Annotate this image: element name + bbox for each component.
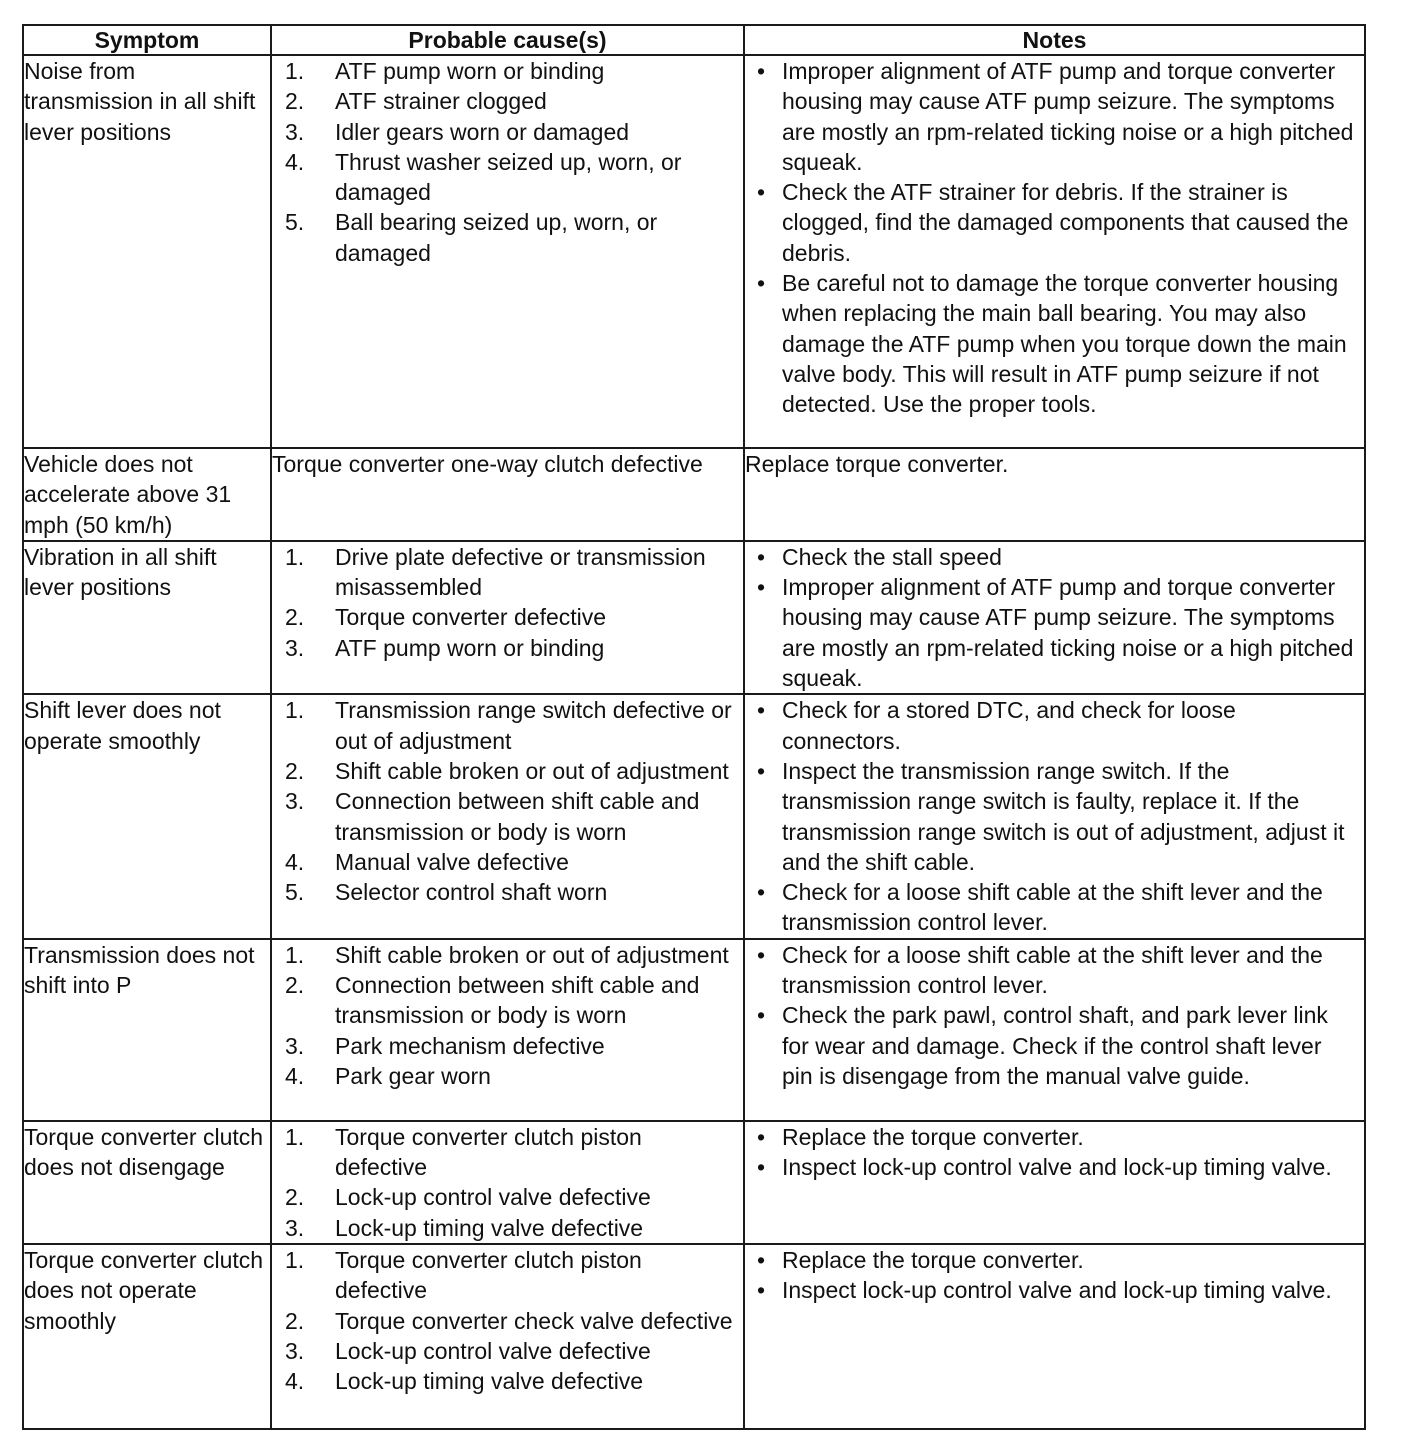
bullet-icon: •: [757, 58, 766, 84]
cause-item: [272, 1366, 737, 1396]
cause-item: [272, 940, 737, 970]
cause-number: 4.: [285, 1062, 305, 1089]
notes-cell: [744, 1244, 1365, 1429]
cause-text: Idler gears worn or damaged: [335, 118, 630, 145]
cause-item: [272, 1306, 737, 1336]
cause-item: [272, 56, 737, 86]
cause-text: ATF strainer clogged: [335, 88, 547, 115]
table-row: [23, 448, 1365, 541]
cause-text: ATF pump worn or binding: [335, 634, 605, 661]
note-text: Improper alignment of ATF pump and torque converter housing may cause ATF pump seizure. The symptoms are mostly an rpm-related ticking noise or a high pitched squeak.: [782, 574, 1354, 692]
bullet-icon: •: [757, 1123, 766, 1150]
note-item: [745, 1000, 1356, 1091]
symptom-cell: Transmission does not shift into P: [23, 939, 271, 1121]
note-text: Replace the torque converter.: [782, 1123, 1084, 1150]
note-text: Check the ATF strainer for debris. If the strainer is clogged, find the damaged components that caused the debris.: [782, 179, 1349, 266]
cause-text: Shift cable broken or out of adjustment: [335, 941, 729, 968]
note-item: [745, 177, 1356, 268]
causes-cell: [271, 694, 744, 938]
cause-item: [272, 1122, 737, 1183]
note-text: Check for a stored DTC, and check for loose connectors.: [782, 697, 1236, 754]
bullet-icon: •: [757, 1246, 766, 1273]
symptom-cell: Noise from transmission in all shift lever positions: [23, 55, 271, 448]
cause-text: Torque converter defective: [335, 604, 607, 631]
bullet-icon: •: [757, 179, 766, 206]
cause-number: 2.: [285, 757, 305, 784]
header-symptom: Symptom: [23, 25, 271, 55]
cause-text: Shift cable broken or out of adjustment: [335, 757, 729, 784]
cause-number: 3.: [285, 788, 305, 815]
cause-text: Lock-up control valve defective: [335, 1337, 651, 1364]
cause-number: 3.: [285, 1032, 305, 1059]
note-text: Check for a loose shift cable at the shift lever and the transmission control lever.: [782, 941, 1323, 999]
cause-number: 3.: [285, 1214, 305, 1241]
causes-list: [272, 56, 743, 268]
notes-list: [745, 1245, 1364, 1306]
table-row: [23, 55, 1365, 448]
bullet-icon: •: [757, 1154, 766, 1181]
cause-text: ATF pump worn or binding: [335, 58, 605, 84]
bullet-icon: •: [757, 1277, 766, 1304]
cause-text: Lock-up timing valve defective: [335, 1214, 644, 1241]
cause-text: Torque converter check valve defective: [335, 1307, 733, 1334]
cause-number: 4.: [285, 148, 305, 175]
cause-text: Ball bearing seized up, worn, or damaged: [335, 209, 658, 266]
cause-text: Torque converter clutch piston defective: [335, 1246, 642, 1304]
cause-item: [272, 86, 737, 116]
cause-text: Park mechanism defective: [335, 1032, 605, 1059]
cause-number: 4.: [285, 848, 305, 875]
cause-item: [272, 1182, 737, 1212]
causes-cell: Torque converter one-way clutch defective: [271, 448, 744, 541]
cause-item: [272, 542, 737, 603]
causes-list: [272, 1122, 743, 1243]
notes-cell: [744, 541, 1365, 694]
symptom-cell: Torque converter clutch does not operate smoothly: [23, 1244, 271, 1429]
note-item: [745, 940, 1356, 1001]
cause-number: 3.: [285, 1337, 305, 1364]
table-row: [23, 939, 1365, 1121]
bullet-icon: •: [757, 757, 766, 784]
cause-number: 1.: [285, 543, 305, 570]
cause-number: 3.: [285, 634, 305, 661]
cause-item: [272, 1245, 737, 1306]
cause-text: Park gear worn: [335, 1062, 491, 1089]
cause-number: 1.: [285, 58, 305, 84]
bullet-icon: •: [757, 879, 766, 906]
cause-number: 5.: [285, 209, 305, 236]
cause-item: [272, 847, 737, 877]
cause-text: Connection between shift cable and transmission or body is worn: [335, 972, 700, 1029]
note-text: Be careful not to damage the torque converter housing when replacing the main ball bearing. You may also damage the ATF pump when you torque down the main valve body. This will result in ATF pump seizure if not detected. Use the proper tools.: [782, 270, 1347, 418]
notes-cell: [744, 1121, 1365, 1244]
bullet-icon: •: [757, 941, 766, 968]
cause-text: Selector control shaft worn: [335, 879, 608, 906]
symptom-cell: Vibration in all shift lever positions: [23, 541, 271, 694]
cause-number: 1.: [285, 697, 305, 724]
cause-text: Drive plate defective or transmission misassembled: [335, 543, 706, 601]
cause-number: 5.: [285, 879, 305, 906]
note-text: Inspect the transmission range switch. If the transmission range switch is faulty, replace it. If the transmission range switch is out of adjustment, adjust it and the shift cable.: [782, 757, 1345, 875]
troubleshooting-table: [22, 24, 1366, 1430]
cause-item: [272, 633, 737, 663]
note-item: [745, 877, 1356, 938]
note-text: Inspect lock-up control valve and lock-up timing valve.: [782, 1154, 1332, 1181]
cause-text: Lock-up control valve defective: [335, 1184, 651, 1211]
bullet-icon: •: [757, 1002, 766, 1029]
cause-text: Transmission range switch defective or out of adjustment: [335, 697, 732, 754]
cause-item: [272, 207, 737, 268]
note-text: Improper alignment of ATF pump and torque converter housing may cause ATF pump seizure. The symptoms are mostly an rpm-related ticking noise or a high pitched squeak.: [782, 58, 1354, 175]
note-item: [745, 1245, 1356, 1275]
cause-number: 1.: [285, 941, 305, 968]
notes-list: [745, 1122, 1364, 1183]
table-row: [23, 694, 1365, 938]
note-text: Inspect lock-up control valve and lock-up timing valve.: [782, 1277, 1332, 1304]
cause-number: 2.: [285, 88, 305, 115]
note-item: [745, 1275, 1356, 1305]
symptom-cell: Shift lever does not operate smoothly: [23, 694, 271, 938]
causes-cell: [271, 541, 744, 694]
cause-number: 2.: [285, 604, 305, 631]
header-row: [23, 25, 1365, 55]
causes-list: [272, 542, 743, 663]
cause-item: [272, 1031, 737, 1061]
causes-list: [272, 695, 743, 907]
cause-item: [272, 147, 737, 208]
cause-text: Manual valve defective: [335, 848, 569, 875]
cause-text: Connection between shift cable and transmission or body is worn: [335, 788, 700, 845]
note-item: [745, 1152, 1356, 1182]
causes-cell: [271, 55, 744, 448]
note-text: Replace the torque converter.: [782, 1246, 1084, 1273]
bullet-icon: •: [757, 697, 766, 724]
table-row: [23, 1244, 1365, 1429]
causes-list: [272, 1245, 743, 1396]
header-notes: Notes: [744, 25, 1365, 55]
note-item: [745, 542, 1356, 572]
cause-item: [272, 602, 737, 632]
cause-number: 1.: [285, 1123, 305, 1150]
cause-item: [272, 1213, 737, 1243]
table-row: [23, 1121, 1365, 1244]
cause-item: [272, 1061, 737, 1091]
notes-list: [745, 542, 1364, 693]
notes-cell: [744, 694, 1365, 938]
cause-item: [272, 1336, 737, 1366]
cause-item: [272, 756, 737, 786]
causes-cell: [271, 1121, 744, 1244]
note-item: [745, 572, 1356, 693]
bullet-icon: •: [757, 270, 766, 297]
cause-item: [272, 117, 737, 147]
cause-number: 2.: [285, 1184, 305, 1211]
notes-cell: [744, 55, 1365, 448]
cause-item: [272, 695, 737, 756]
cause-item: [272, 786, 737, 847]
causes-list: [272, 940, 743, 1091]
note-item: [745, 756, 1356, 877]
cause-text: Lock-up timing valve defective: [335, 1368, 644, 1395]
cause-number: 1.: [285, 1246, 305, 1273]
bullet-icon: •: [757, 574, 766, 601]
symptom-cell: Torque converter clutch does not disengage: [23, 1121, 271, 1244]
note-item: [745, 695, 1356, 756]
cause-item: [272, 970, 737, 1031]
note-text: Check for a loose shift cable at the shift lever and the transmission control lever.: [782, 879, 1323, 936]
notes-cell: Replace torque converter.: [744, 448, 1365, 541]
notes-list: [745, 56, 1364, 420]
note-item: [745, 1122, 1356, 1152]
causes-cell: [271, 939, 744, 1121]
notes-cell: [744, 939, 1365, 1121]
note-text: Check the park pawl, control shaft, and park lever link for wear and damage. Check if the control shaft lever pin is disengage from the manual valve guide.: [782, 1002, 1328, 1089]
table-row: [23, 541, 1365, 694]
cause-text: Torque converter clutch piston defective: [335, 1123, 642, 1181]
note-item: [745, 56, 1356, 177]
cause-item: [272, 877, 737, 907]
cause-text: Thrust washer seized up, worn, or damaged: [335, 148, 682, 206]
cause-number: 2.: [285, 972, 305, 999]
note-text: Check the stall speed: [782, 543, 1002, 570]
header-probable-causes: Probable cause(s): [271, 25, 744, 55]
notes-list: [745, 940, 1364, 1091]
cause-number: 3.: [285, 118, 305, 145]
symptom-cell: Vehicle does not accelerate above 31 mph (50 km/h): [23, 448, 271, 541]
notes-list: [745, 695, 1364, 937]
cause-number: 2.: [285, 1307, 305, 1334]
cause-number: 4.: [285, 1368, 305, 1395]
bullet-icon: •: [757, 543, 766, 570]
note-item: [745, 268, 1356, 419]
causes-cell: [271, 1244, 744, 1429]
